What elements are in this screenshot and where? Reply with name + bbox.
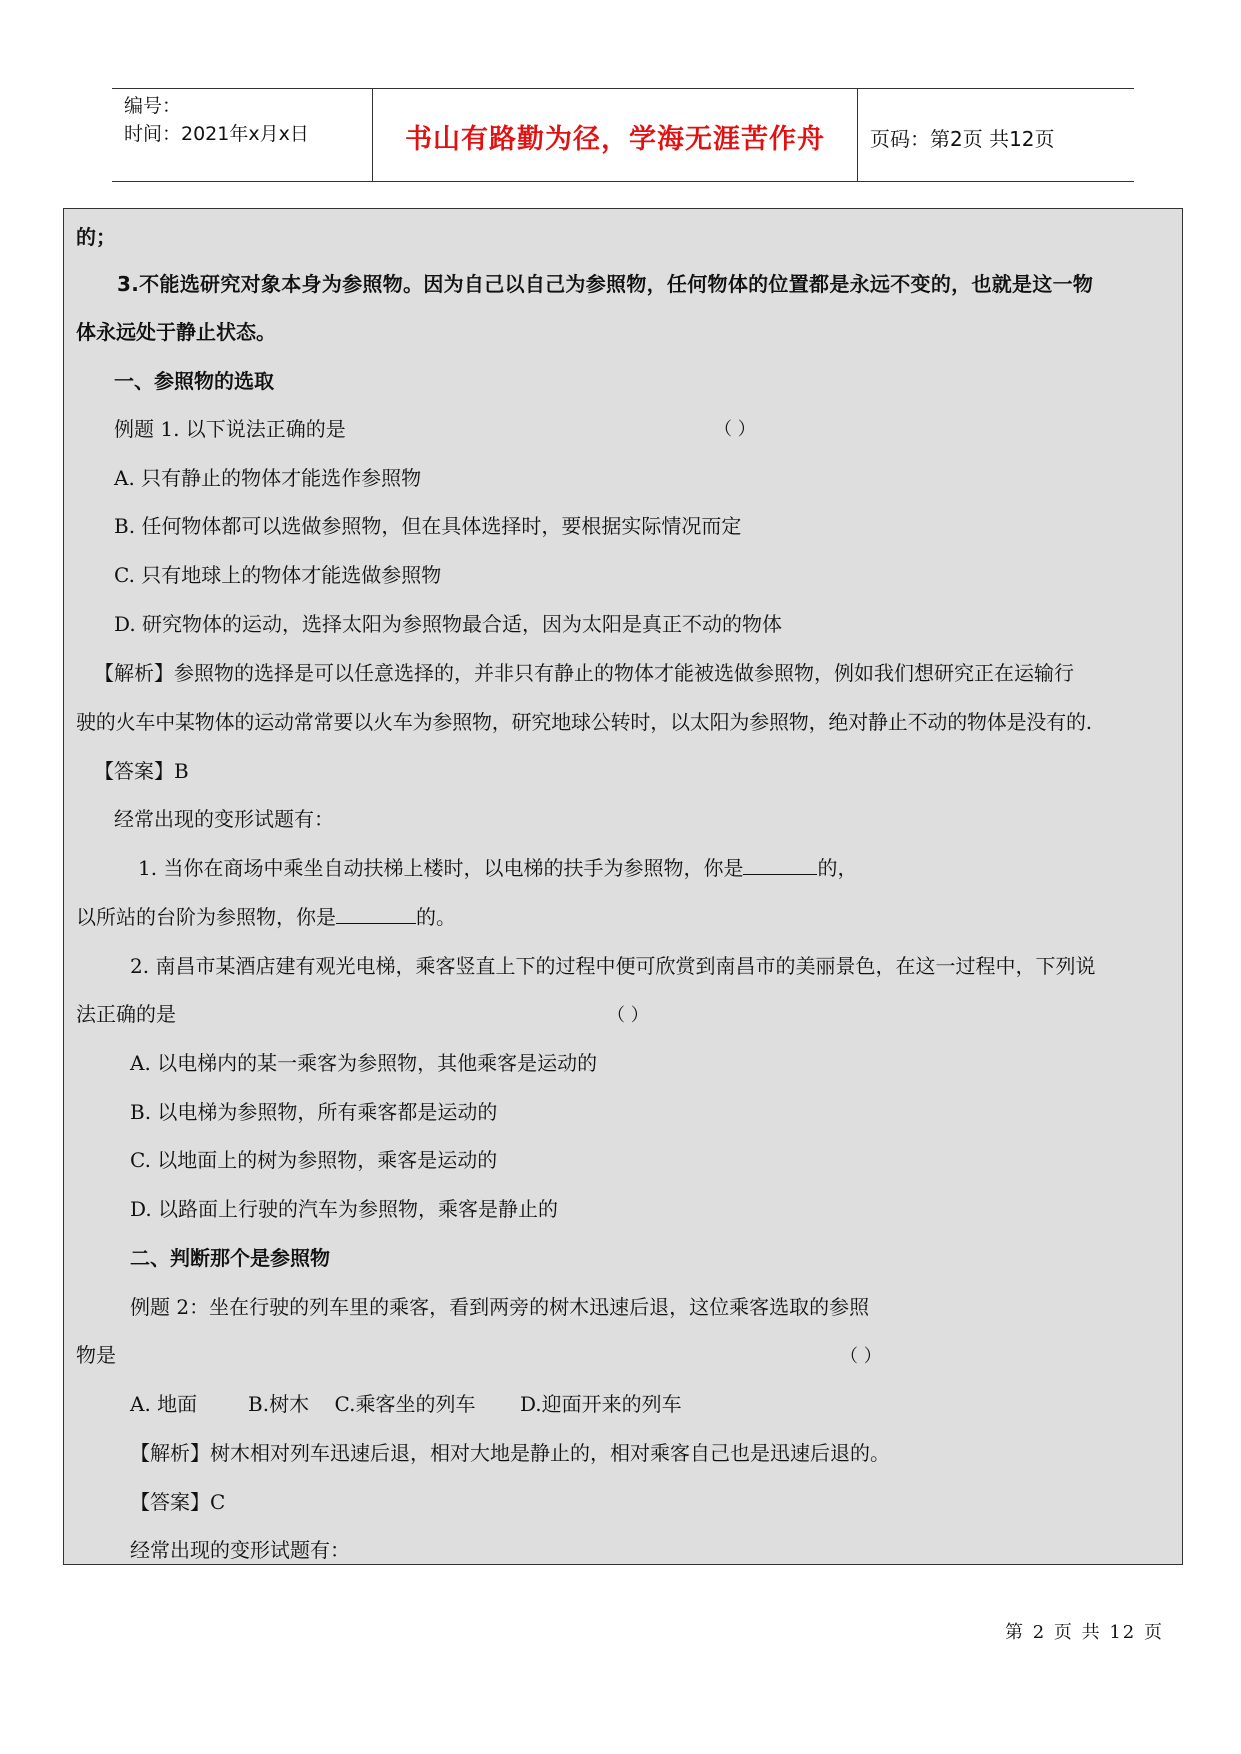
date-label: 时间：2021年x月x日	[124, 123, 309, 145]
fill-blank	[336, 905, 416, 924]
analysis-text: 【解析】树木相对列车迅速后退，相对大地是静止的，相对乘客自己也是迅速后退的。	[130, 1441, 890, 1465]
option-a: A. 只有静止的物体才能选作参照物	[114, 466, 422, 490]
question-text: 1. 当你在商场中乘坐自动扶梯上楼时，以电梯的扶手为参照物，你是	[138, 856, 744, 880]
section-heading: 一、参照物的选取	[114, 369, 274, 393]
option-c: C. 只有地球上的物体才能选做参照物	[114, 563, 442, 587]
text-line: 体永远处于静止状态。	[76, 320, 276, 344]
fill-blank	[743, 856, 817, 875]
answer-parentheses: （ ）	[840, 1346, 882, 1367]
analysis-text: 驶的火车中某物体的运动常常要以火车为参照物，研究地球公转时，以太阳为参照物，绝对静止不动的物体是没有的.	[76, 710, 1092, 734]
page-header	[112, 88, 1134, 182]
variants-heading: 经常出现的变形试题有：	[130, 1538, 350, 1562]
answer-text: 【答案】B	[94, 759, 189, 783]
header-info-cell	[112, 89, 372, 181]
answer-parentheses: （ ）	[714, 419, 756, 440]
question-text: 的，	[817, 856, 858, 880]
header-page-info: 页码：第2页 共12页	[870, 127, 1055, 151]
motto-text: 书山有路勤为径，学海无涯苦作舟	[405, 124, 825, 155]
analysis-text: 【解析】参照物的选择是可以任意选择的，并非只有静止的物体才能被选做参照物，例如我们想研究正在运输行	[94, 661, 1074, 685]
example-question: 物是	[76, 1343, 116, 1367]
example-question: 例题 1. 以下说法正确的是	[114, 417, 346, 441]
option-c: C. 以地面上的树为参照物，乘客是运动的	[130, 1148, 498, 1172]
option-b: B. 任何物体都可以选做参照物，但在具体选择时，要根据实际情况而定	[114, 514, 742, 538]
answer-text: 【答案】C	[130, 1490, 226, 1514]
variant-question: 2. 南昌市某酒店建有观光电梯，乘客竖直上下的过程中便可欣赏到南昌市的美丽景色，在这一过程中，下列说	[130, 954, 1096, 978]
answer-parentheses: （ ）	[607, 1005, 649, 1026]
document-number-label: 编号：	[124, 95, 182, 117]
header-motto-cell	[372, 89, 858, 181]
variants-heading: 经常出现的变形试题有：	[114, 807, 334, 831]
variant-question	[76, 901, 456, 930]
option-d: D. 研究物体的运动，选择太阳为参照物最合适，因为太阳是真正不动的物体	[114, 612, 783, 636]
question-text: 以所站的台阶为参照物，你是	[76, 905, 336, 929]
text-line: 3.不能选研究对象本身为参照物。因为自己以自己为参照物，任何物体的位置都是永远不变的，也就是这一物	[117, 272, 1094, 296]
content-panel	[63, 208, 1183, 1565]
option-d: D. 以路面上行驶的汽车为参照物，乘客是静止的	[130, 1197, 559, 1221]
option-b: B. 以电梯为参照物，所有乘客都是运动的	[130, 1100, 498, 1124]
option-a: A. 以电梯内的某一乘客为参照物，其他乘客是运动的	[130, 1051, 598, 1075]
page-footer: 第 2 页 共 12 页	[1005, 1622, 1164, 1643]
text-line: 的；	[76, 225, 116, 249]
section-heading: 二、判断那个是参照物	[130, 1246, 330, 1270]
header-page-cell	[858, 89, 1134, 181]
example-question: 例题 2：坐在行驶的列车里的乘客，看到两旁的树木迅速后退，这位乘客选取的参照	[130, 1295, 870, 1319]
options-line: A. 地面 B.树木 C.乘客坐的列车 D.迎面开来的列车	[130, 1392, 682, 1416]
variant-question	[138, 852, 857, 881]
question-text: 的。	[416, 905, 456, 929]
variant-question: 法正确的是	[76, 1002, 176, 1026]
